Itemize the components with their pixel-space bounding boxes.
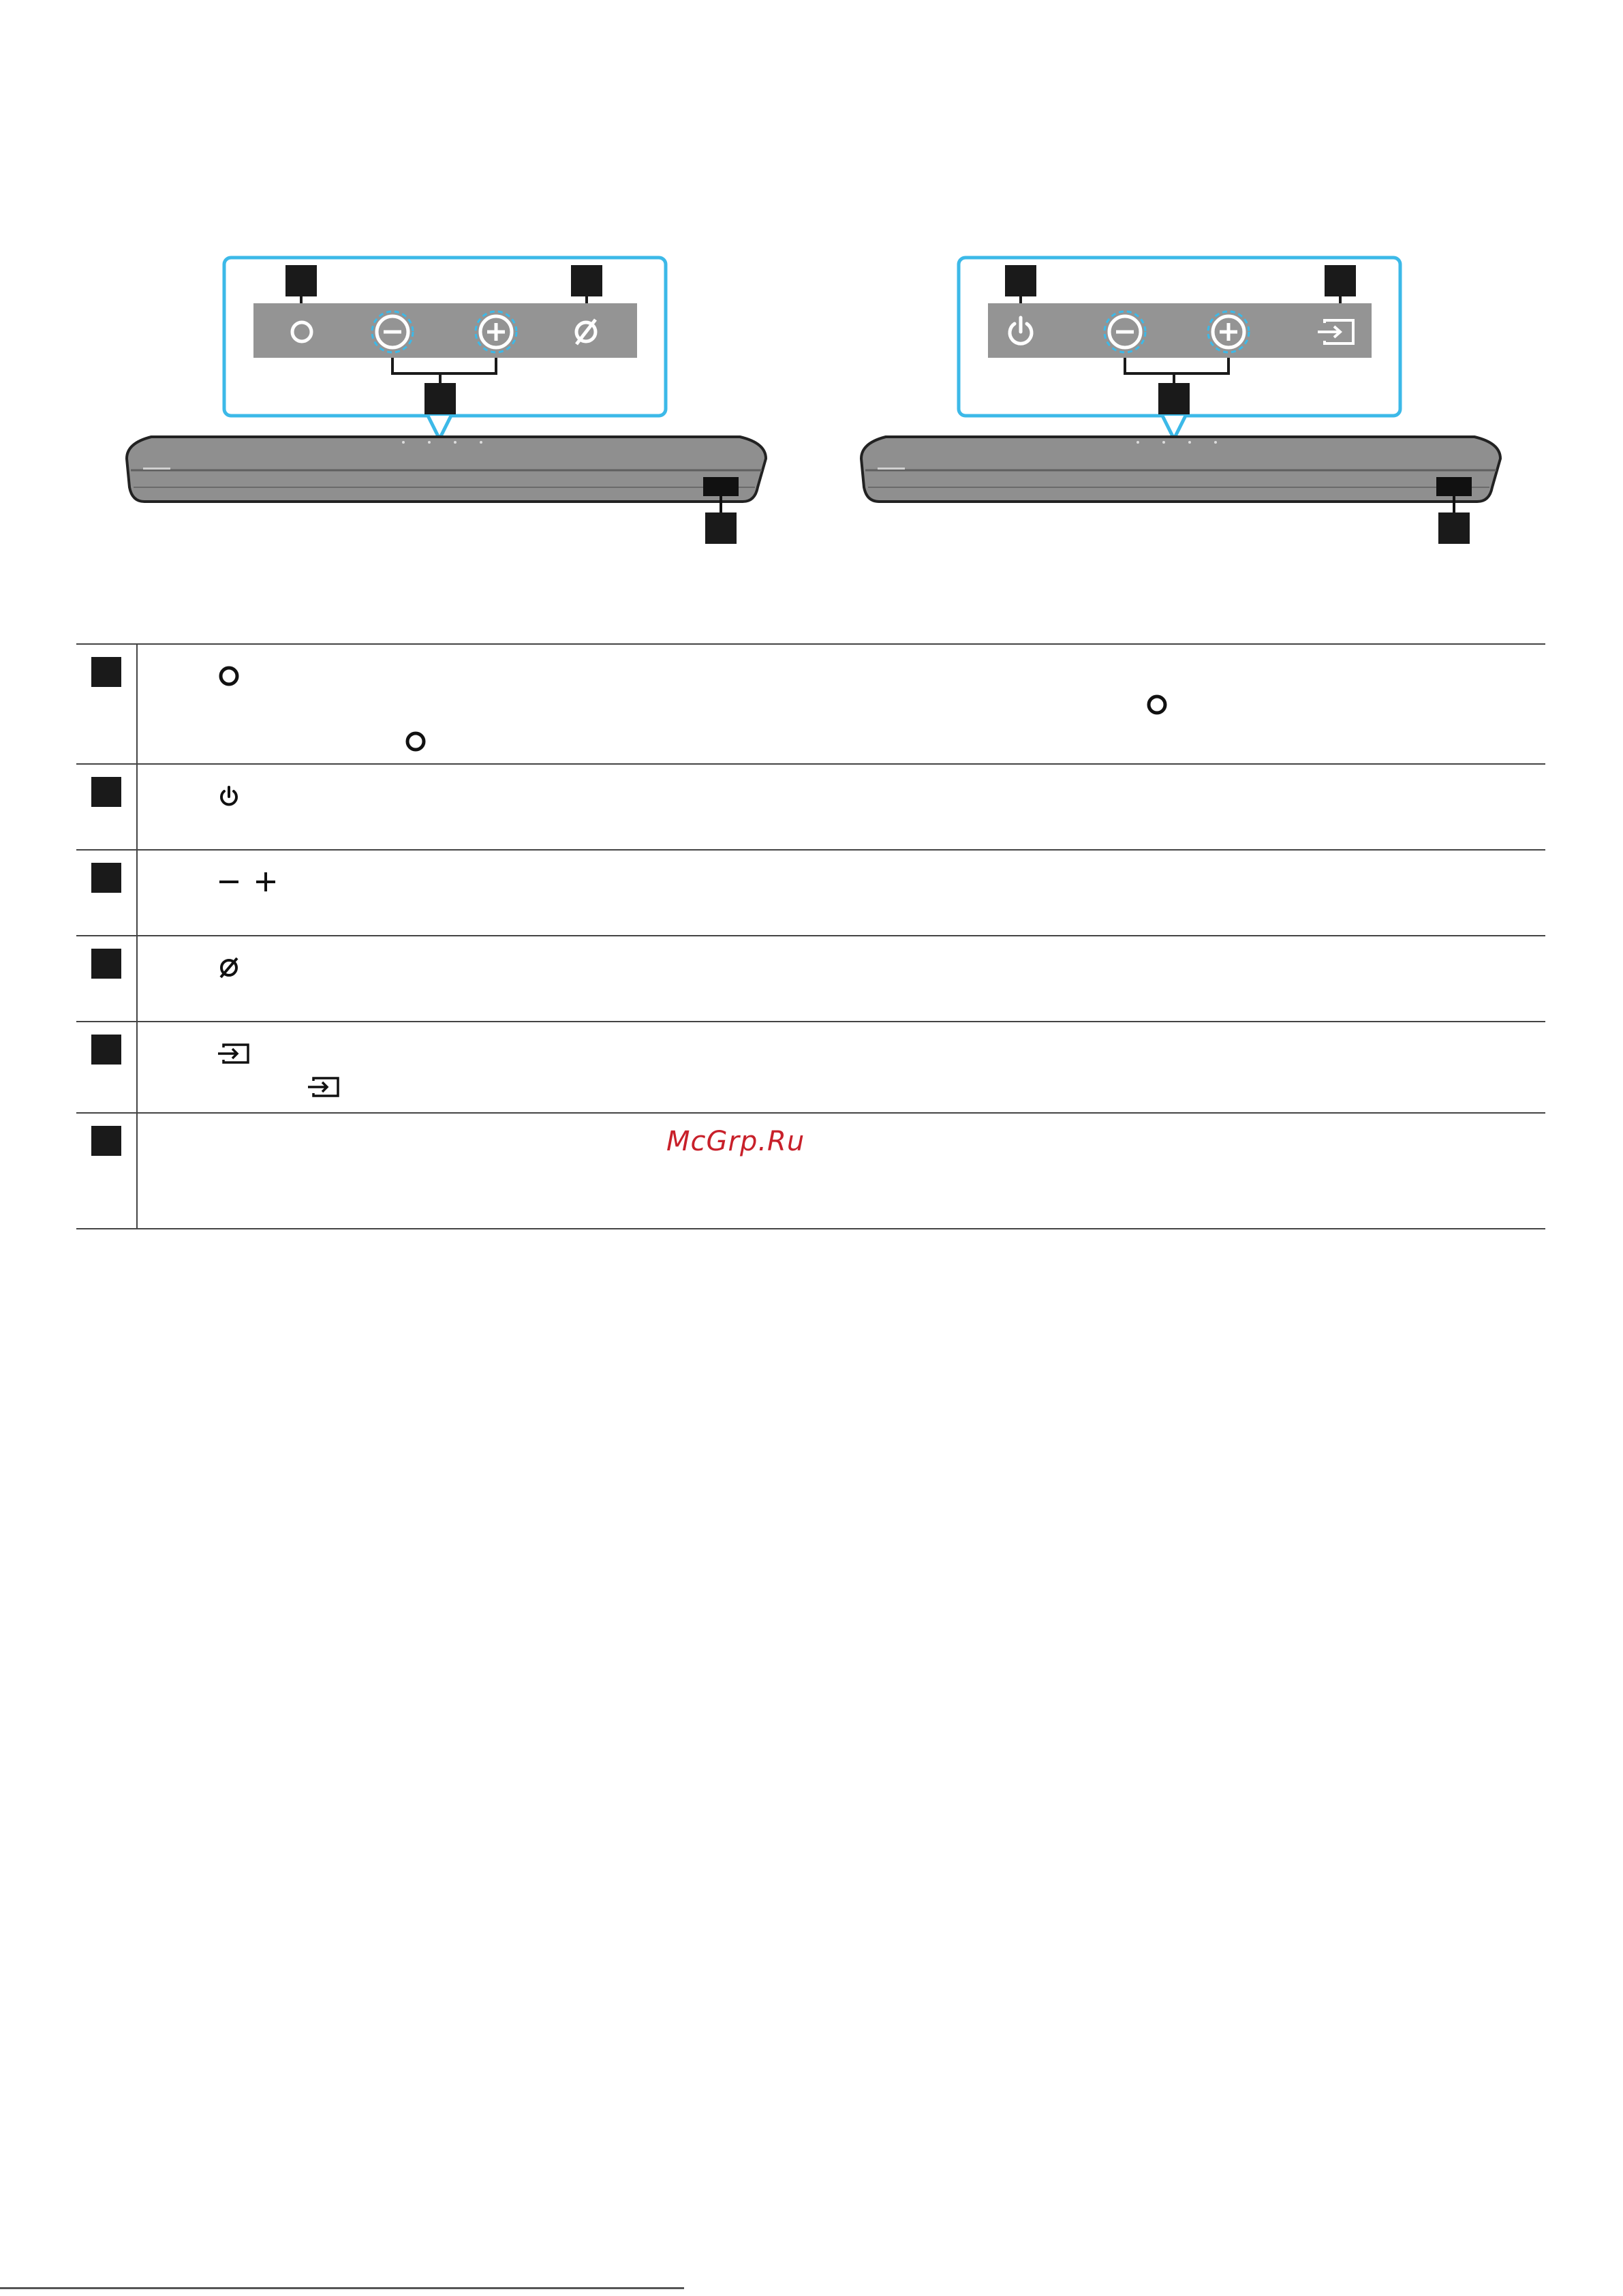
callout-pointer-left bbox=[428, 416, 451, 439]
soundbar-right-group bbox=[861, 258, 1500, 544]
soundbar-left-group bbox=[127, 258, 766, 544]
marker-box bbox=[285, 265, 317, 296]
table-row bbox=[76, 1022, 1545, 1113]
marker-box bbox=[91, 1035, 121, 1065]
table-row bbox=[76, 764, 1545, 850]
marker-box bbox=[424, 383, 456, 414]
display-window-left bbox=[703, 477, 739, 496]
marker-box bbox=[91, 1126, 121, 1156]
table-row bbox=[76, 850, 1545, 936]
slashed-circle-icon bbox=[217, 955, 241, 980]
input-source-icon bbox=[217, 1041, 252, 1066]
minus-icon bbox=[217, 870, 241, 894]
table-row bbox=[76, 936, 1545, 1022]
footer-rule bbox=[0, 2287, 684, 2289]
circle-icon bbox=[403, 729, 428, 754]
circle-icon bbox=[217, 664, 241, 688]
marker-box bbox=[1005, 265, 1036, 296]
control-panel-right bbox=[988, 303, 1372, 358]
watermark-text: McGrp.Ru bbox=[666, 1126, 805, 1157]
marker-box bbox=[1325, 265, 1356, 296]
soundbar-diagram bbox=[0, 0, 1623, 613]
marker-box bbox=[571, 265, 602, 296]
power-icon bbox=[217, 784, 241, 808]
table-row bbox=[76, 1113, 1545, 1229]
marker-box bbox=[91, 657, 121, 687]
marker-box bbox=[91, 949, 121, 979]
callout-pointer-right bbox=[1162, 416, 1186, 439]
plus-icon bbox=[253, 870, 278, 894]
marker-box bbox=[1438, 512, 1470, 544]
circle-icon bbox=[1145, 692, 1169, 717]
marker-box bbox=[91, 863, 121, 893]
display-window-right bbox=[1436, 477, 1472, 496]
table-row bbox=[76, 644, 1545, 764]
marker-box bbox=[705, 512, 737, 544]
button-description-table bbox=[76, 643, 1545, 1229]
marker-box bbox=[91, 777, 121, 807]
marker-box bbox=[1158, 383, 1190, 414]
input-source-icon bbox=[307, 1075, 342, 1099]
